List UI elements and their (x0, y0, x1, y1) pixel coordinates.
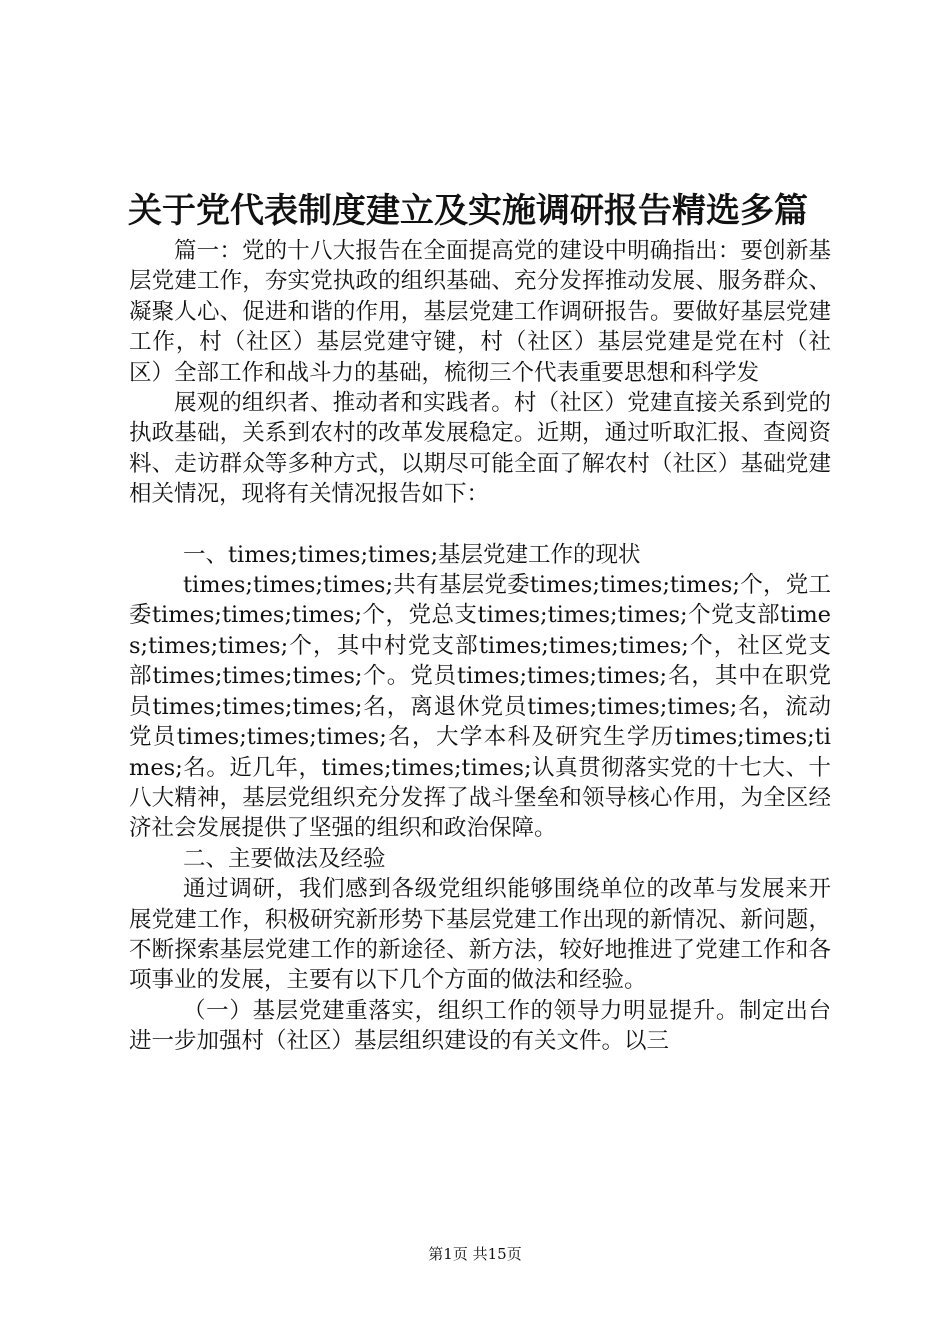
paragraph-intro: 篇一：党的十八大报告在全面提高党的建设中明确指出：要创新基层党建工作，夯实党执政的组织基础、充分发挥推动发展、服务群众、凝聚人心、促进和谐的作用，基层党建工作调研报告。要做好基层党建工作，村（社区）基层党建守键，村（社区）基层党建是党在村（社区）全部工作和战斗力的基础，梳彻三个代表重要思想和科学发 (129, 238, 831, 386)
paragraph-practices: 通过调研，我们感到各级党组织能够围绕单位的改革与发展来开展党建工作，积极研究新形势下基层党建工作出现的新情况、新问题，不断探索基层党建工作的新途径、新方法，较好地推进了党建工作和各项事业的发展，主要有以下几个方面的做法和经验。 (129, 876, 831, 994)
paragraph-spacer (129, 510, 831, 540)
section-heading-status: 一、times;times;times;基层党建工作的现状 (183, 541, 641, 568)
page-number: 第1页 共15页 (428, 1245, 522, 1263)
paragraph-status: times;times;times;共有基层党委times;times;times;个，党工委times;times;times;个，党总支times;times;times;个党支部times;times;times;个，其中村党支部times;times;times;个，社区党支部times;times;times;个。党员times;times;times;名，其中在职党员times;times;times;名，离退休党员times;times;times;名，流动党员times;times;times;名，大学本科及研究生学历times;times;times;名。近几年，times;times;times;认真贯彻落实党的十七大、十八大精神，基层党组织充分发挥了战斗堡垒和领导核心作用，为全区经济社会发展提供了坚强的组织和政治保障。 (129, 572, 831, 842)
paragraph-continuation: 展观的组织者、推动者和实践者。村（社区）党建直接关系到党的执政基础，关系到农村的改革发展稳定。近期，通过听取汇报、查阅资料、走访群众等多种方式，以期尽可能全面了解农村（社区）基础党建相关情况，现将有关情况报告如下： (129, 390, 831, 508)
document-title: 关于党代表制度建立及实施调研报告精选多篇 (128, 191, 808, 231)
document-body (129, 236, 831, 1057)
paragraph-subsection-one: （一）基层党建重落实，组织工作的领导力明显提升。制定出台进一步加强村（社区）基层组织建设的有关文件。以三 (129, 997, 831, 1055)
section-heading-practices: 二、主要做法及经验 (183, 845, 386, 872)
